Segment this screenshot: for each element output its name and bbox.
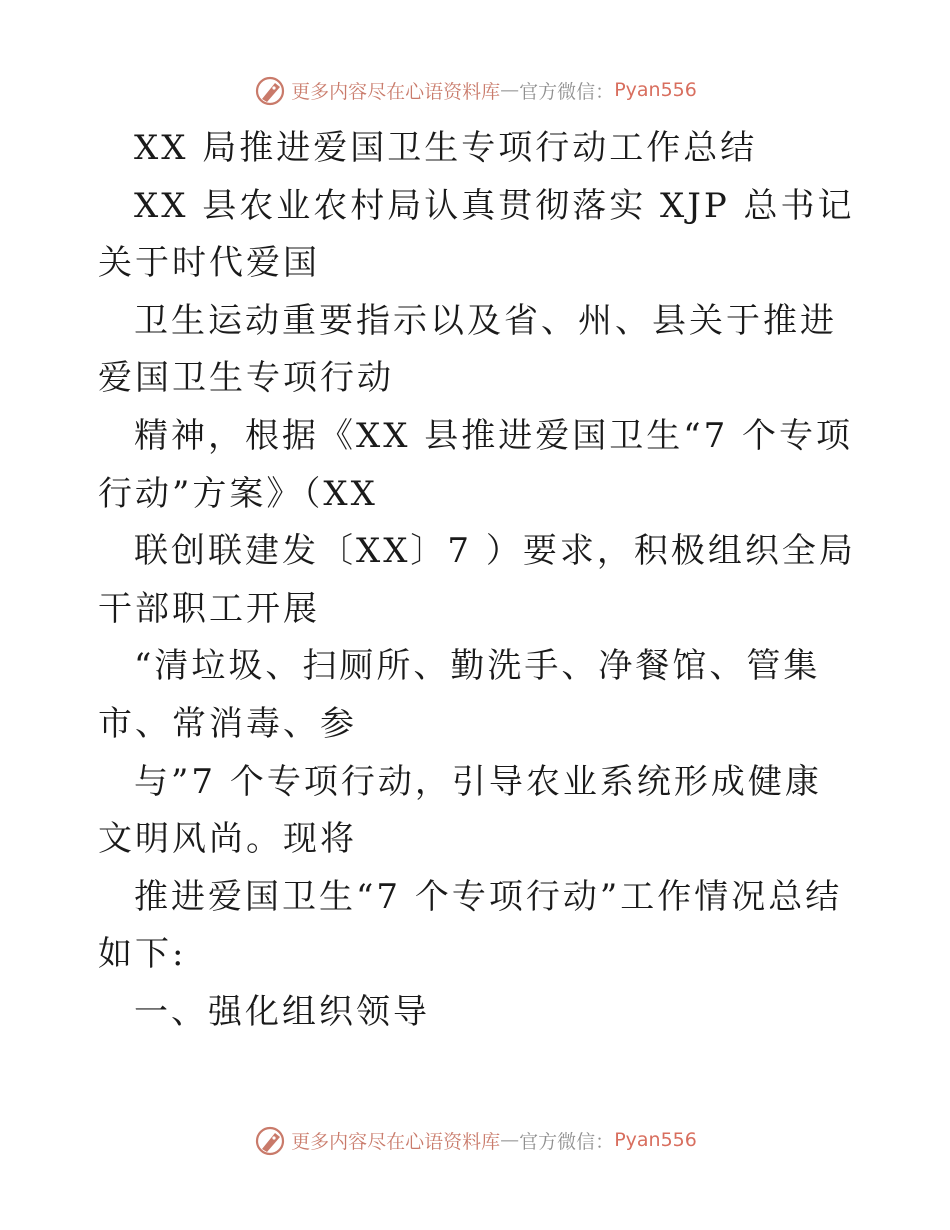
watermark-wechat-label: 官方微信： <box>519 80 615 103</box>
document-title: XX 局推进爱国卫生专项行动工作总结 <box>134 128 758 168</box>
paragraph: XX 县农业农村局认真贯彻落实 XJP 总书记关于时代爱国 <box>98 185 855 284</box>
watermark-separator: — <box>500 1129 520 1151</box>
paragraph: 精神，根据《XX 县推进爱国卫生“7 个专项行动”方案》（XX <box>98 415 854 514</box>
watermark-separator: — <box>500 79 520 101</box>
pen-nib-circle-icon <box>253 73 287 107</box>
document-body <box>98 120 858 1042</box>
paragraph: 卫生运动重要指示以及省、州、县关于推进爱国卫生专项行动 <box>98 300 837 399</box>
paragraph: 推进爱国卫生“7 个专项行动”工作情况总结如下: <box>98 876 843 975</box>
watermark-wechat-id: Pyan556 <box>614 79 697 101</box>
pen-nib-circle-icon <box>253 1123 287 1157</box>
watermark-text: 更多内容尽在心语资料库 <box>291 80 501 103</box>
paragraph: “清垃圾、扫厕所、勤洗手、净餐馆、管集市、常消毒、参 <box>98 646 821 744</box>
header-watermark <box>0 70 950 110</box>
paragraph: 联创联建发〔XX〕7 ）要求，积极组织全局干部职工开展 <box>98 531 856 629</box>
footer-watermark <box>0 1120 950 1160</box>
watermark-wechat-id: Pyan556 <box>614 1129 697 1151</box>
section-heading: 一、强化组织领导 <box>134 991 430 1032</box>
watermark-text: 更多内容尽在心语资料库 <box>291 1130 501 1153</box>
paragraph: 与”7 个专项行动，引导农业系统形成健康文明风尚。现将 <box>98 761 822 860</box>
watermark-wechat-label: 官方微信： <box>519 1130 615 1153</box>
